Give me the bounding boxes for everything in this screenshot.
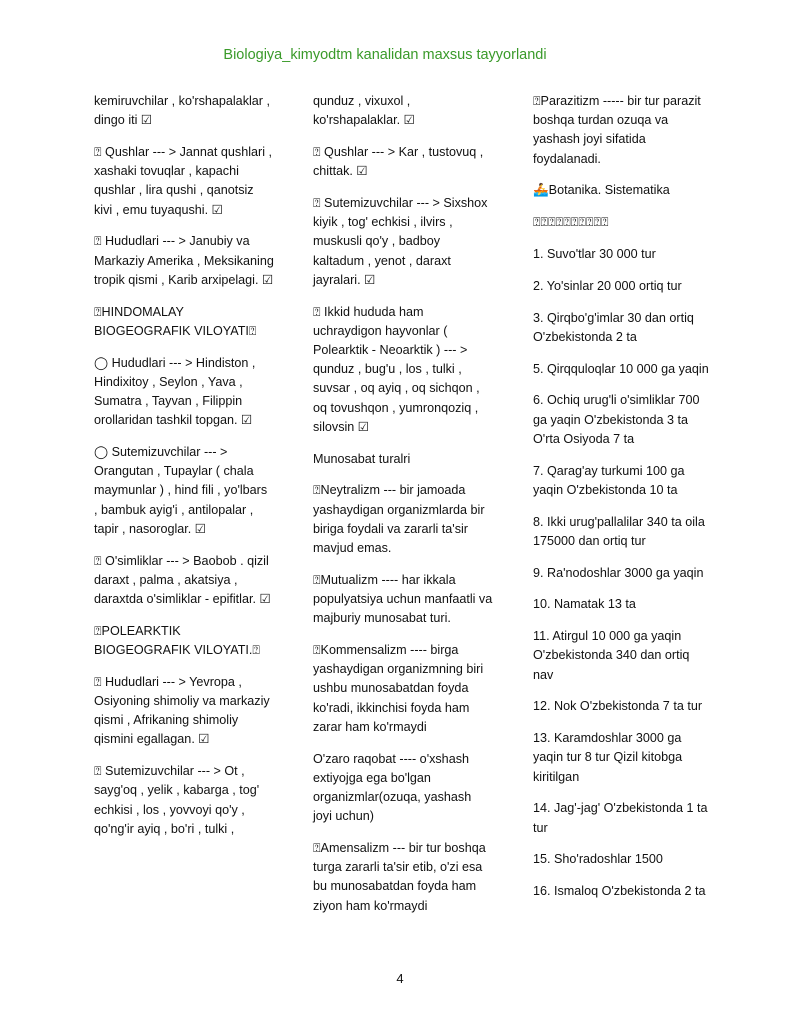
paragraph: 12. Nok O'zbekistonda 7 ta tur [533,699,703,714]
paragraph: 1. Suvo'tlar 30 000 tur [533,247,656,261]
paragraph: 5. Qirqquloqlar 10 000 ga yaqin [533,361,709,376]
paragraph: 11. Atirgul 10 000 ga yaqin O'zbekistonda 340 dan ortiq nav [533,629,690,682]
paragraph: O'zaro raqobat ---- o'xshash extiyojga ega bo'lgan organizmlar(ozuqa, yashash joyi uchun) [313,751,472,824]
paragraph: 2. Yo'sinlar 20 000 ortiq tur [533,278,682,293]
paragraph: ⍰ Qushlar --- > Kar , tustovuq , chittak. ☑ [313,145,484,179]
paragraph: ⍰POLEARKTIK BIOGEOGRAFIK VILOYATI.⍰ [94,623,260,658]
page-header: Biologiya_kimyodtm kanalidan maxsus tayyorlandi [223,47,547,63]
paragraph: Munosabat turalri [313,451,411,466]
paragraph: ⍰Neytralizm --- bir jamoada yashaydigan organizmlarda bir biriga foydali va zararli ta'sir mavjud emas. [313,483,485,556]
paragraph: ⍰ Sutemizuvchilar --- > Ot , sayg'oq , yelik , kabarga , tog' echkisi , los , yovvoyi qo'y , qo'ng'ir ayiq , bo'ri , tulki , [94,764,260,836]
paragraph: 10. Namatak 13 ta [533,597,636,612]
paragraph: 3. Qirqbo'g'imlar 30 dan ortiq O'zbekistonda 2 ta [533,310,694,344]
paragraph: 9. Ra'nodoshlar 3000 ga yaqin [533,565,704,580]
paragraph: 13. Karamdoshlar 3000 ga yaqin tur 8 tur Qizil kitobga kiritilgan [533,731,683,784]
paragraph: 8. Ikki urug'pallalilar 340 ta oila 175000 dan ortiq tur [533,514,705,548]
paragraph: ⍰Mutualizm ---- har ikkala populyatsiya uchun manfaatli va majburiy munosabat turi. [313,572,493,626]
paragraph: ⍰ Hududlari --- > Yevropa , Osiyoning shimoliy va markaziy qismi , Afrikaning shimoliy qismini egallagan. ☑ [94,674,270,747]
paragraph: ◯ Hududlari --- > Hindiston , Hindixitoy , Seylon , Yava , Sumatra , Tayvan , Filippin orollaridan tashkil topgan. ☑ [94,355,256,428]
paragraph: ◯ Sutemizuvchilar --- > Orangutan , Tupaylar ( chala maymunlar ) , hind fili , yo'lbars , bambuk ayig'i , antilopalar , tapir , nasoroglar. ☑ [94,445,268,536]
paragraph: 14. Jag'-jag' O'zbekistonda 1 ta tur [533,801,708,835]
page-number: 4 [396,971,404,986]
paragraph: ⍰ O'simliklar --- > Baobob . qizil daraxt , palma , akatsiya , daraxtda o'simliklar - epifitlar. ☑ [94,553,271,607]
paragraph: ⍰ Hududlari --- > Janubiy va Markaziy Amerika , Meksikaning tropik qismi , Karib arxipelagi. ☑ [94,234,274,287]
column-2 [313,92,493,928]
paragraph: qunduz , vixuxol , ko'rshapalaklar. ☑ [313,94,415,128]
paragraph: ⍰Kommensalizm ---- birga yashaydigan organizmning biri ushbu munosabatdan foyda ko'radi, ikkinchisi foyda ham zarar ham ko'rmaydi [313,643,484,734]
paragraph: 15. Sho'radoshlar 1500 [533,852,663,867]
paragraph: 16. Ismaloq O'zbekistonda 2 ta [533,884,706,899]
column-1 [94,92,274,852]
paragraph: ⍰ Qushlar --- > Jannat qushlari , xashaki tovuqlar , kapachi qushlar , lira qushi , qanotsiz kivi , emu tuyaqushi. ☑ [94,145,272,217]
column-3 [533,92,713,914]
paragraph: kemiruvchilar , ko'rshapalaklar , dingo iti ☑ [94,94,270,128]
paragraph: 6. Ochiq urug'li o'simliklar 700 ga yaqin O'zbekistonda 3 ta O'rta Osiyoda 7 ta [533,393,700,446]
paragraph: ⍰Amensalizm --- bir tur boshqa turga zararli ta'sir etib, o'zi esa bu munosabatdan foyda ham ziyon ham ko'rmaydi [313,841,486,913]
paragraph: ⍰ Sutemizuvchilar --- > Sixshox kiyik , tog' echkisi , ilvirs , muskusli qo'y , badboy kaltadum , yenot , daraxt jayralari. ☑ [313,196,488,287]
paragraph: ⍰⍰⍰⍰⍰⍰⍰⍰⍰⍰ [533,215,609,230]
paragraph: ⍰Parazitizm ----- bir tur parazit boshqa turdan ozuqa va yashash joyi sifatida foydalanadi. [533,94,701,166]
paragraph: 🚣Botanika. Sistematika [533,183,670,198]
paragraph: ⍰ Ikkid hududa ham uchraydigon hayvonlar ( Polearktik - Neoarktik ) --- > qunduz , bug'u , los , tulki , suvsar , oq ayiq , oq sichqon , oq tovushqon , yumronqoziq , silovsin ☑ [313,304,480,434]
paragraph: 7. Qarag'ay turkumi 100 ga yaqin O'zbekistonda 10 ta [533,463,685,497]
paragraph: ⍰HINDOMALAY BIOGEOGRAFIK VILOYATI⍰ [94,304,257,338]
